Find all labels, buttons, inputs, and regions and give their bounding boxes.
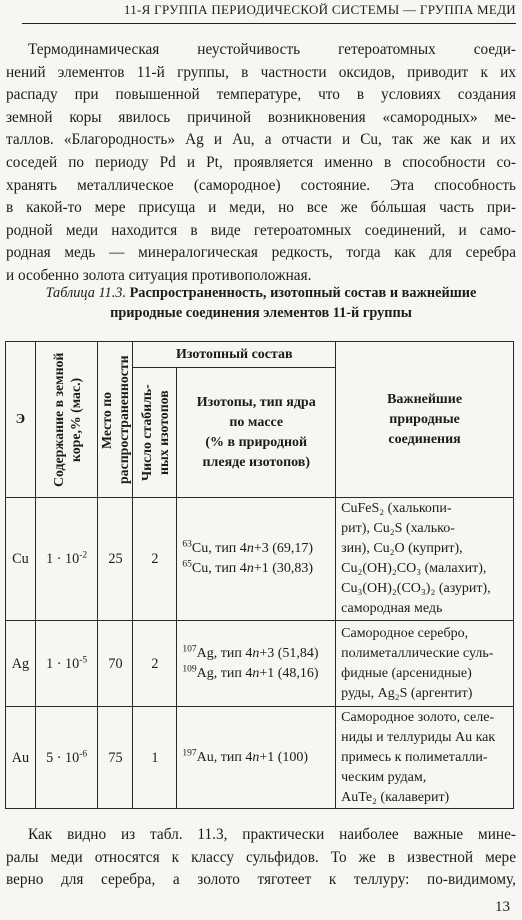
header-rank: Место по распространенности xyxy=(98,342,133,498)
caption-title-line2: природные соединения элементов 11-й группы xyxy=(110,305,412,321)
caption-title-line1: Распространенность, изотопный состав и важнейшие xyxy=(129,285,477,301)
text-line: распаду при повышенной температуре, что в условиях создания xyxy=(6,86,516,104)
header-isotopes: Изотопы, тип ядра по массе (% в природной плеяде изотопов) xyxy=(177,368,336,498)
cell-rank: 70 xyxy=(98,621,133,707)
cell-element: Ag xyxy=(6,621,36,707)
text-line: Термодинамическая неустойчивость гетероатомных соеди- xyxy=(28,41,516,58)
table-row-cu xyxy=(6,498,514,621)
text-line: в какой-то мере присуща и меди, но все же бóльшая часть при- xyxy=(6,199,516,217)
text-line: земной коры явилось причиной возникновения «самородных» ме- xyxy=(6,108,516,126)
cell-element: Au xyxy=(6,707,36,809)
header-element: Э xyxy=(6,342,36,498)
text-line: ралы меди относятся к классу сульфидов. То же в известной мере xyxy=(6,848,516,866)
cell-isotopes: $^{107}$Ag, тип 4n+3 (51,84) $^{109}$Ag, тип 4n+1 (48,16) xyxy=(177,621,336,707)
caption-label: Таблица 11.3. xyxy=(45,285,126,301)
cell-rank: 75 xyxy=(98,707,133,809)
cell-rank: 25 xyxy=(98,498,133,621)
cell-stable: 2 xyxy=(133,498,177,621)
table-row-au xyxy=(6,707,514,809)
header-stable-count: Число стабиль-ных изотопов xyxy=(133,368,177,498)
text-line: Как видно из табл. 11.3, практически наиболее важные мине- xyxy=(28,826,516,843)
text-line: родной меди находится в виде гетероатомных соединений, и само- xyxy=(6,221,516,239)
text-line: верно для серебра, а золото тяготеет к теллуру: по-видимому, xyxy=(6,871,516,889)
text-line: хранять металлическое (самородное) состояние. Эта способность xyxy=(6,176,516,194)
header-minerals: Важнейшие природные соединения xyxy=(336,342,514,498)
header-abundance: Содержание в земной коре,% (мас.) xyxy=(35,342,98,498)
text-line: нений элементов 11-й группы, в частности оксидов, приводит к их xyxy=(6,63,516,81)
text-line: и особенно золота ситуация противоположная. xyxy=(6,266,312,284)
paragraph-intro xyxy=(6,39,516,288)
header-isotope-group: Изотопный состав xyxy=(133,342,336,368)
text-line: соседей по периоду Pd и Pt, проявляется именно в способности со- xyxy=(6,153,516,171)
cell-isotopes: $^{197}$Au, тип 4n+1 (100) xyxy=(177,707,336,809)
paragraph-conclusion xyxy=(6,824,516,892)
table-caption xyxy=(20,283,502,323)
running-header: 11-Я ГРУППА ПЕРИОДИЧЕСКОЙ СИСТЕМЫ — ГРУППА МЕДИ xyxy=(22,2,516,24)
cell-abundance: $5 \cdot 10^{-6}$ xyxy=(35,707,98,809)
cell-stable: 2 xyxy=(133,621,177,707)
cell-isotopes: $^{63}$Cu, тип 4n+3 (69,17) $^{65}$Cu, тип 4n+1 (30,83) xyxy=(177,498,336,621)
cell-element: Cu xyxy=(6,498,36,621)
page-number: 13 xyxy=(495,899,510,915)
cell-minerals: Самородное серебро, полиметаллические суль- фидные (арсенидные) руды, Ag₂S (аргентит) xyxy=(336,621,514,707)
text-line: родная медь — минералогическая редкость, тогда как для серебра xyxy=(6,244,516,262)
cell-abundance: $1 \cdot 10^{-2}$ xyxy=(35,498,98,621)
text-line: таллов. «Благородность» Ag и Au, а отчасти и Cu, так же как и их xyxy=(6,131,516,149)
cell-abundance: $1 \cdot 10^{-5}$ xyxy=(35,621,98,707)
cell-stable: 1 xyxy=(133,707,177,809)
cell-minerals: Самородное золото, селе- ниды и теллуриды Au как примесь к полиметалли- ческим рудам, AuTe₂ (калаверит) xyxy=(336,707,514,809)
elements-table xyxy=(5,341,514,809)
cell-minerals: CuFeS₂ (халькопи- рит), Cu₂S (халько- зин), Cu₂O (куприт), Cu₂(OH)₂CO₃ (малахит), Cu₃(OH)₂(CO₃)₂ (азурит), самородная медь xyxy=(336,498,514,621)
table-row-ag xyxy=(6,621,514,707)
